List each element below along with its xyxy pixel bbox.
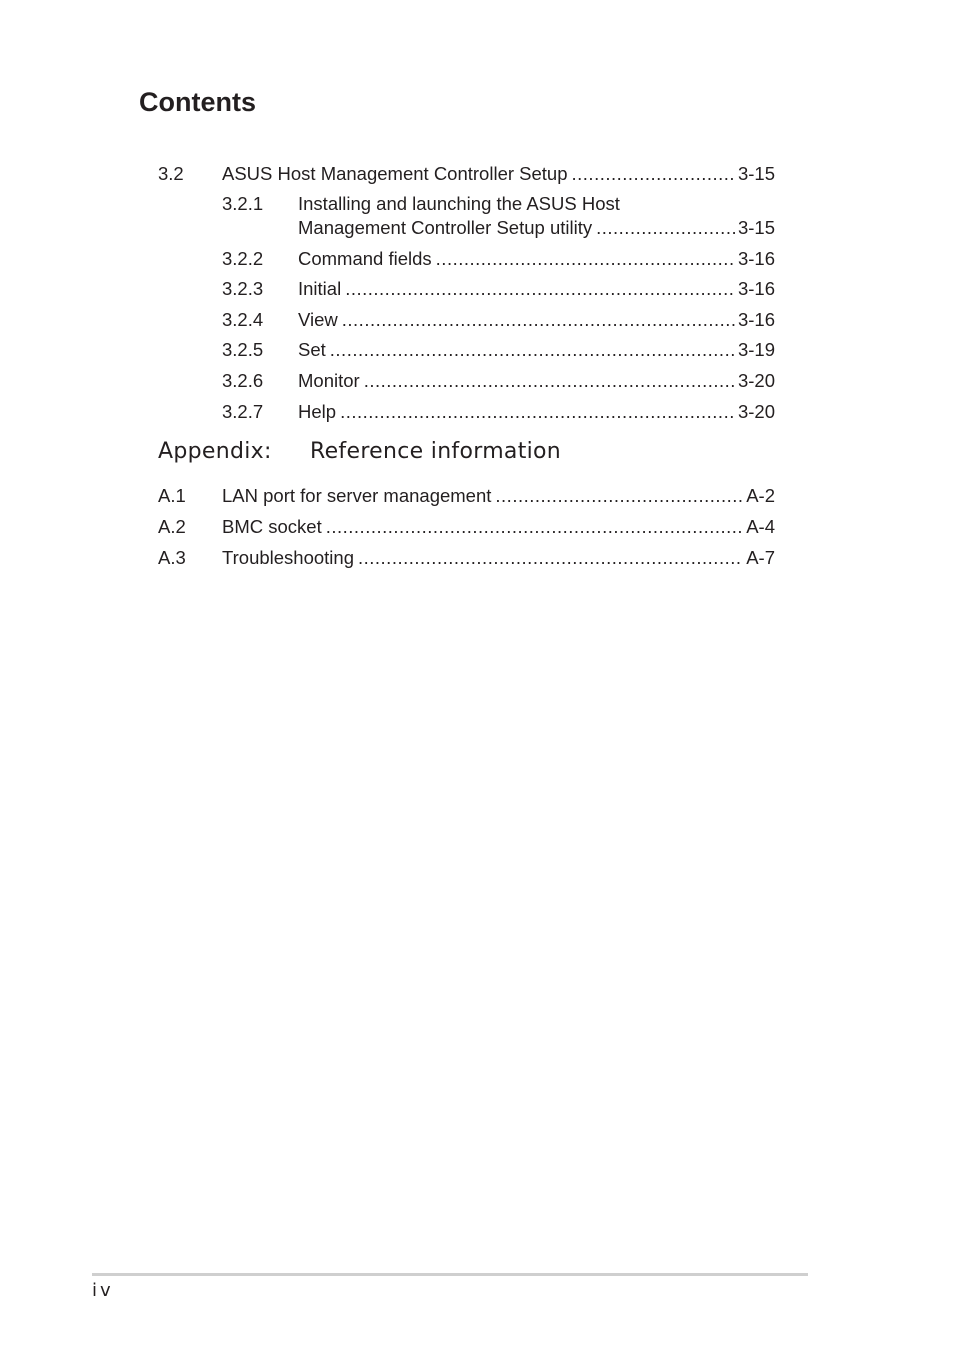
leader-dots bbox=[345, 277, 735, 301]
toc-entry-number: 3.2.7 bbox=[222, 401, 264, 422]
toc-entry-page: A-2 bbox=[746, 485, 775, 506]
toc-entry-number: 3.2.2 bbox=[222, 248, 264, 269]
leader-dots bbox=[358, 546, 743, 570]
toc-entry-3-2-6[interactable] bbox=[222, 369, 775, 393]
leader-dots bbox=[342, 308, 735, 332]
toc-entry-page: 3-15 bbox=[737, 163, 775, 184]
toc-entry-a-2[interactable] bbox=[158, 515, 775, 539]
toc-entry-number: A.2 bbox=[158, 516, 186, 537]
toc-entry-page: 3-15 bbox=[737, 217, 775, 238]
toc-entry-label: Troubleshooting bbox=[222, 547, 354, 568]
toc-entry-label: Initial bbox=[298, 278, 342, 299]
toc-entry-label: Command fields bbox=[298, 248, 432, 269]
leader-dots bbox=[572, 162, 735, 186]
appendix-title: Reference information bbox=[310, 439, 562, 464]
leader-dots bbox=[596, 216, 735, 240]
toc-entry-number: 3.2.5 bbox=[222, 339, 264, 360]
toc-entry-label: LAN port for server management bbox=[222, 485, 492, 506]
toc-entry-page: 3-16 bbox=[737, 278, 775, 299]
toc-entry-3-2[interactable] bbox=[158, 162, 775, 186]
toc-entry-3-2-5[interactable] bbox=[222, 338, 775, 362]
toc-entry-page: 3-20 bbox=[737, 370, 775, 391]
toc-entry-3-2-7[interactable] bbox=[222, 400, 775, 424]
leader-dots bbox=[326, 515, 743, 539]
toc-entry-page: 3-19 bbox=[737, 339, 775, 360]
toc-entry-number: 3.2.6 bbox=[222, 370, 264, 391]
leader-dots bbox=[436, 247, 735, 271]
leader-dots bbox=[330, 338, 735, 362]
toc-entry-page: A-4 bbox=[746, 516, 775, 537]
toc-entry-3-2-1-line1[interactable]: Installing and launching the ASUS Host bbox=[298, 193, 620, 214]
toc-entry-label: Management Controller Setup utility bbox=[298, 217, 593, 238]
leader-dots bbox=[364, 369, 735, 393]
leader-dots bbox=[495, 484, 743, 508]
toc-entry-page: 3-16 bbox=[737, 248, 775, 269]
toc-entry-page: 3-20 bbox=[737, 401, 775, 422]
toc-entry-a-1[interactable] bbox=[158, 484, 775, 508]
toc-entry-page: 3-16 bbox=[737, 309, 775, 330]
toc-entry-page: A-7 bbox=[746, 547, 775, 568]
leader-dots bbox=[340, 400, 735, 424]
toc-entry-label: Help bbox=[298, 401, 337, 422]
toc-entry-3-2-2[interactable] bbox=[222, 247, 775, 271]
toc-entry-a-3[interactable] bbox=[158, 546, 775, 570]
appendix-heading bbox=[158, 438, 562, 466]
page-title: Contents bbox=[139, 87, 256, 117]
appendix-label: Appendix: bbox=[158, 439, 272, 464]
toc-entry-number: A.3 bbox=[158, 547, 186, 568]
toc-entry-number: 3.2.3 bbox=[222, 278, 264, 299]
toc-entry-label: Set bbox=[298, 339, 326, 360]
footer-divider bbox=[92, 1273, 808, 1276]
toc-entry-label: View bbox=[298, 309, 338, 330]
toc-entry-label: ASUS Host Management Controller Setup bbox=[222, 163, 568, 184]
footer-page-number: iv bbox=[92, 1280, 114, 1301]
toc-entry-label: Monitor bbox=[298, 370, 360, 391]
toc-entry-label: BMC socket bbox=[222, 516, 322, 537]
toc-entry-number: 3.2.4 bbox=[222, 309, 264, 330]
toc-entry-3-2-1[interactable] bbox=[298, 216, 775, 240]
toc-entry-number: A.1 bbox=[158, 485, 186, 506]
toc-entry-number: 3.2 bbox=[158, 163, 184, 184]
toc-entry-3-2-1-number: 3.2.1 bbox=[222, 193, 264, 214]
toc-entry-3-2-3[interactable] bbox=[222, 277, 775, 301]
toc-entry-3-2-4[interactable] bbox=[222, 308, 775, 332]
